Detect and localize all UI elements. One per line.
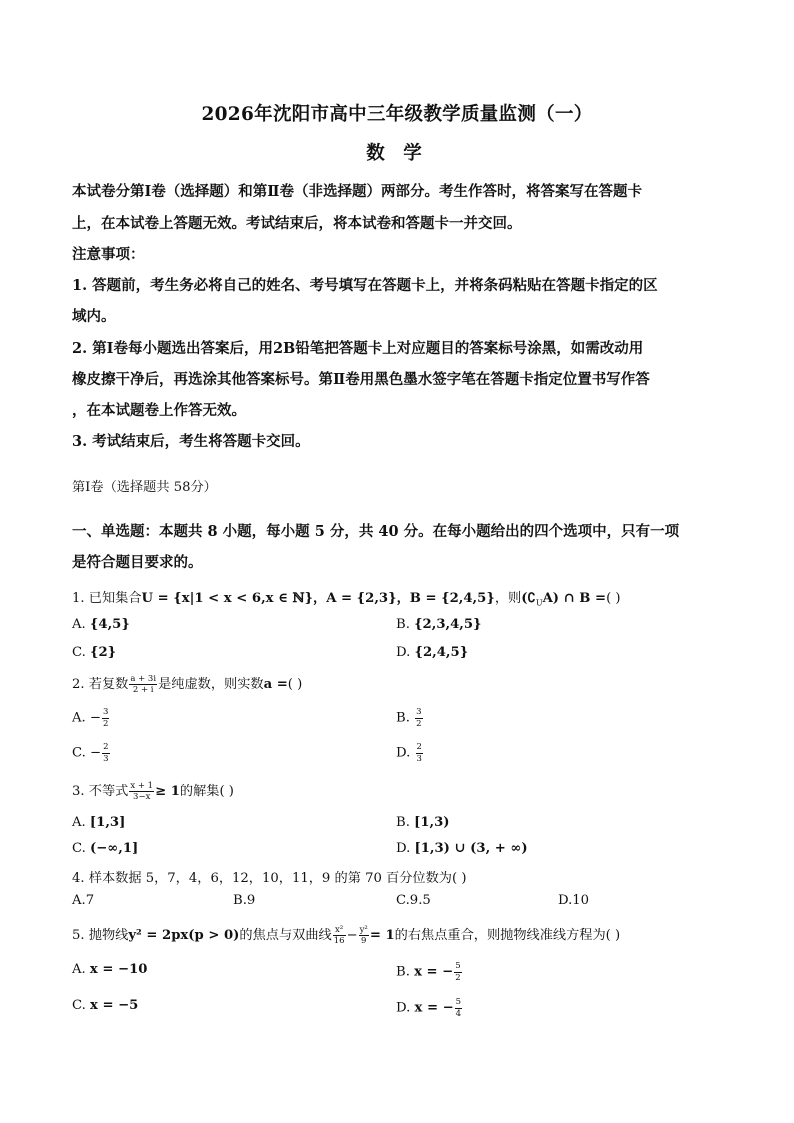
q3-fraction [129,782,154,802]
q5-option-d [396,998,463,1018]
q2-option-d-numerator: 2 [416,742,422,752]
q5-fraction-2-numerator: y² [359,924,368,935]
q1-option-a-value: {4,5} [89,617,130,632]
q5-option-a-label: A. [72,962,90,977]
q1-math: U = {x|1 < x < 6,x ∈ ℕ}，A = {2,3}，B = {2,4,5} [141,591,495,606]
q5-option-a [72,962,147,977]
q5-option-c-label: C. [72,998,91,1013]
q1-option-c [72,645,116,660]
q2-option-b-numerator: 3 [416,707,422,717]
q2-option-a-label: A. [72,710,90,726]
exam-subject: 数 学 [366,143,428,164]
q4-option-a: A.7 [72,893,95,908]
q1-suffix-1: ，则 [494,591,522,606]
note-2-line-2: 橡皮擦干净后，再选涂其他答案标号。第Ⅱ卷用黑色墨水签字笔在答题卡指定位置书写作答 [72,371,650,388]
q5-math-1: y² = 2px(p > 0) [128,928,240,943]
q5-fraction-2 [359,926,369,946]
q2-option-c-fraction [102,743,109,763]
q2-option-a-sign: − [89,710,101,726]
q1-suffix-2: ( ) [606,591,621,606]
notes-heading: 注意事项： [72,246,145,263]
q1-option-b [396,617,482,632]
q2-option-b-fraction [415,708,422,728]
q2-middle: 是纯虚数，则实数 [158,677,264,692]
q5-suffix: 的右焦点重合，则抛物线准线方程为( ) [394,928,621,943]
q3-option-a [72,815,125,830]
q1-option-d-label: D. [396,645,415,660]
q5-option-a-value: x = −10 [89,962,148,977]
q2-suffix: ( ) [287,677,303,692]
q5-option-c-value: x = −5 [90,998,139,1013]
q4-option-b: B.9 [233,893,256,908]
q2-option-d-denominator: 3 [416,753,422,764]
section-1-line-2: 是符合题目要求的。 [72,554,203,571]
q2-option-b [396,708,424,728]
intro-line-1: 本试卷分第Ⅰ卷（选择题）和第Ⅱ卷（非选择题）两部分。考生作答时，将答案写在答题卡 [72,183,642,200]
q3-prefix: 3. 不等式 [72,784,129,799]
q4-option-c: C.9.5 [396,893,431,908]
q5-option-b-label: B. [396,964,415,980]
question-4: 4. 样本数据 5，7，4，6，12，10，11，9 的第 70 百分位数为( ) [72,871,467,886]
q3-option-c [72,841,138,856]
note-1-line-2: 域内。 [72,308,116,325]
q1-option-d-value: {2,4,5} [414,645,469,660]
q5-option-d-label: D. [396,1000,415,1016]
exam-title: 2026年沈阳市高中三年级教学质量监测（一） [201,104,593,125]
q2-fraction-numerator: a + 3i [130,673,157,684]
q2-math: a = [263,677,288,692]
q3-option-b [396,815,450,830]
q5-option-c [72,998,138,1013]
q3-option-a-value: [1,3] [89,815,126,830]
note-1-line-1: 1. 答题前，考生务必将自己的姓名、考号填写在答题卡上，并将条码粘贴在答题卡指定的区 [72,277,658,294]
q3-suffix: 的解集( ) [179,784,234,799]
q1-math-3: A) ∩ B = [542,591,607,606]
question-3 [72,780,234,802]
q1-math-2: (∁ [521,591,536,606]
q2-option-c-sign: − [90,745,102,761]
q5-math-2: = 1 [369,928,395,943]
q5-fraction-2-denominator: 9 [360,936,367,946]
q5-prefix: 5. 抛物线 [72,928,129,943]
question-5 [72,924,620,946]
q5-middle: 的焦点与双曲线 [239,928,332,943]
q2-option-a-fraction [102,708,109,728]
question-1 [72,587,621,608]
q2-option-d-fraction [416,743,423,763]
q2-option-a-denominator: 2 [102,718,109,729]
q5-option-b-denominator: 2 [455,972,461,983]
q2-option-c [72,743,111,763]
q2-option-c-numerator: 2 [103,742,109,752]
q2-option-b-denominator: 2 [416,718,422,729]
q3-option-d-value: [1,3) ∪ (3, + ∞) [414,841,528,856]
q5-option-d-fraction [455,998,462,1018]
q3-option-d [396,841,528,856]
intro-line-2: 上，在本试卷上答题无效。考试结束后，将本试卷和答题卡一并交回。 [72,215,522,232]
q3-option-c-value: (−∞,1] [90,841,139,856]
q5-fraction-1-numerator: x² [333,926,346,937]
q5-fraction-1 [333,926,346,946]
q2-option-a [72,708,110,728]
q3-fraction-numerator: x + 1 [130,780,154,791]
q2-prefix: 2. 若复数 [72,677,129,692]
q5-option-d-math: x = − [414,1000,454,1016]
q1-option-d [396,645,468,660]
section-1-line-1: 一、单选题：本题共 8 小题，每小题 5 分，共 40 分。在每小题给出的四个选项中，只有一项 [72,523,680,540]
q1-option-b-value: {2,3,4,5} [414,617,482,632]
q2-option-a-numerator: 3 [102,707,109,717]
q1-option-a-label: A. [72,617,90,632]
q2-fraction [129,675,157,695]
part-1-label: 第Ⅰ卷（选择题共 58分） [72,480,217,495]
q5-option-b-math: x = − [414,964,454,980]
q1-option-b-label: B. [396,617,415,632]
q5-option-b-numerator: 5 [455,961,461,971]
q1-option-a [72,617,130,632]
q1-sub: U [535,598,543,608]
q5-option-b-fraction [454,962,461,982]
q3-option-c-label: C. [72,841,91,856]
q5-fraction-1-denominator: 16 [333,936,345,946]
note-3: 3. 考试结束后，考生将答题卡交回。 [72,433,310,450]
q1-option-c-label: C. [72,645,91,660]
note-2-line-1: 2. 第Ⅰ卷每小题选出答案后，用2B铅笔把答题卡上对应题目的答案标号涂黑，如需改动用 [72,340,644,357]
q2-option-d [396,743,424,763]
q5-option-d-numerator: 5 [455,997,462,1007]
q2-option-b-label: B. [396,710,415,726]
q2-fraction-denominator: 2 + i [132,685,154,695]
q1-option-c-value: {2} [90,645,117,660]
note-2-line-3: ，在本试题卷上作答无效。 [72,402,246,419]
q5-option-d-denominator: 4 [455,1008,462,1019]
q3-option-b-value: [1,3) [414,815,450,830]
q3-option-b-label: B. [396,815,415,830]
q1-prefix: 1. 已知集合 [72,591,142,606]
q3-fraction-denominator: 3−x [133,792,151,802]
q2-option-c-label: C. [72,745,91,761]
q5-minus: − [346,928,358,943]
q2-option-d-label: D. [396,745,415,761]
q3-math: ≥ 1 [155,784,180,799]
q3-option-a-label: A. [72,815,90,830]
q3-option-d-label: D. [396,841,415,856]
question-2 [72,673,302,695]
q4-option-d: D.10 [558,893,590,908]
q5-option-b [396,962,463,982]
q2-option-c-denominator: 3 [103,753,109,764]
